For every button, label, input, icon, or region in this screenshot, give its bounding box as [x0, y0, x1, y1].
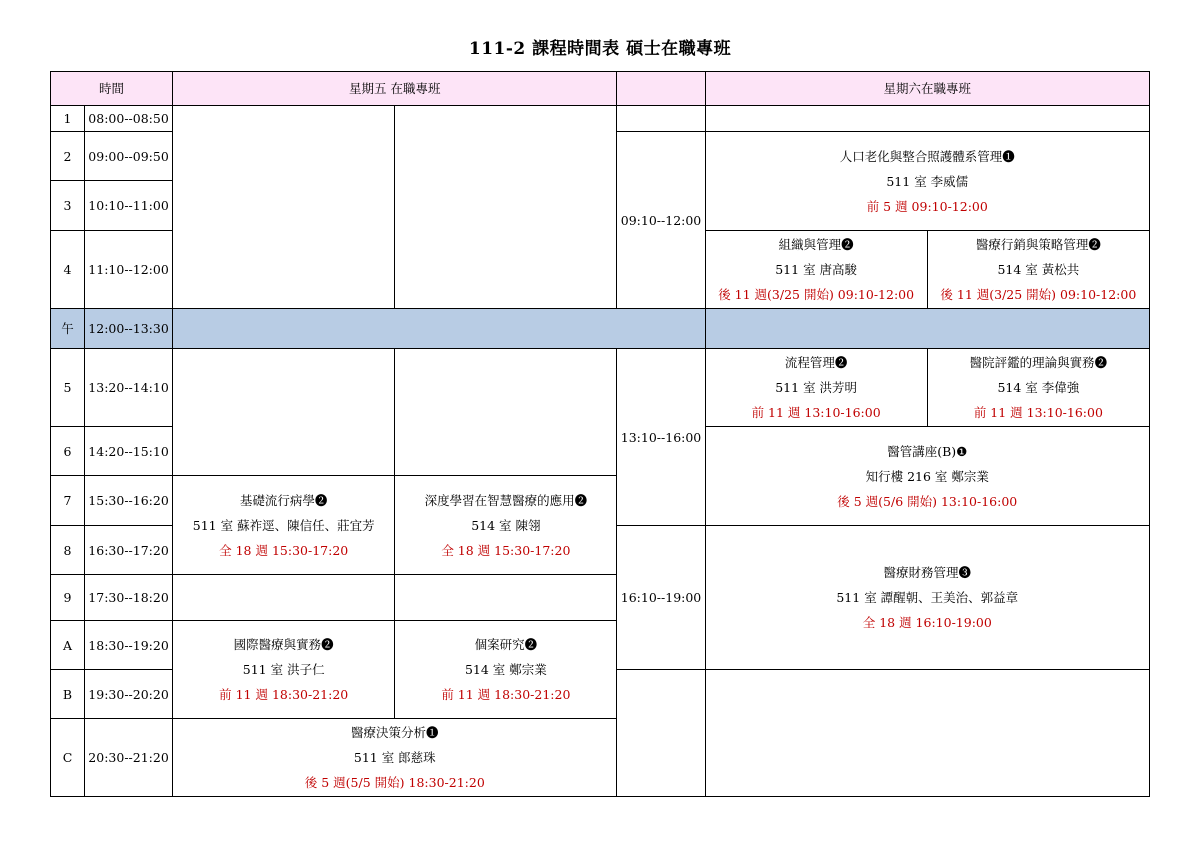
header-time: 時間	[51, 72, 173, 106]
course-room: 511 室 李威儒	[886, 173, 969, 189]
period-time: 20:30--21:20	[85, 719, 173, 797]
course-room: 511 室 蘇祚逕、陳信任、莊宜芳	[192, 517, 375, 533]
period-number: 2	[51, 132, 85, 181]
course-name: 基礎流行病學❷	[239, 492, 328, 508]
sat-afternoon-block: 13:10--16:00	[617, 349, 705, 526]
course-sat-process	[705, 349, 927, 427]
course-room: 知行樓 216 室 鄭宗業	[865, 468, 989, 484]
period-time: 16:30--17:20	[85, 526, 173, 575]
course-schedule: 前 11 週 13:10-16:00	[751, 405, 881, 420]
empty-cell	[705, 106, 1149, 132]
course-schedule: 前 11 週 13:10-16:00	[973, 405, 1103, 420]
empty-cell	[617, 106, 705, 132]
page-title: 111-2 課程時間表 碩士在職專班	[468, 39, 732, 59]
table-row	[51, 349, 1150, 427]
course-room: 511 室 郎慈珠	[353, 750, 436, 765]
period-time: 15:30--16:20	[85, 476, 173, 526]
period-number: C	[51, 719, 85, 797]
course-fri-case	[395, 621, 617, 719]
course-schedule: 前 11 週 18:30-21:20	[219, 687, 349, 702]
period-time: 18:30--19:20	[85, 621, 173, 670]
timetable	[50, 71, 1150, 797]
empty-cell	[395, 349, 617, 476]
period-number: 3	[51, 181, 85, 231]
sat-evening-block: 16:10--19:00	[617, 526, 705, 670]
course-name: 醫管講座(B)❶	[887, 443, 968, 459]
course-sat-marketing	[927, 231, 1149, 309]
course-name: 醫療財務管理❸	[883, 565, 972, 580]
period-time: 10:10--11:00	[85, 181, 173, 231]
period-time: 11:10--12:00	[85, 231, 173, 309]
course-name: 人口老化與整合照護體系管理❶	[839, 148, 1015, 164]
period-time: 12:00--13:30	[85, 309, 173, 349]
course-schedule: 後 11 週(3/25 開始) 09:10-12:00	[718, 287, 915, 302]
course-sat-accredit	[927, 349, 1149, 427]
header-saturday: 星期六在職專班	[705, 72, 1149, 106]
course-schedule: 全 18 週 15:30-17:20	[441, 542, 571, 558]
course-schedule: 前 11 週 18:30-21:20	[441, 687, 571, 702]
empty-cell	[173, 349, 395, 476]
period-number: 6	[51, 427, 85, 476]
period-number: 8	[51, 526, 85, 575]
course-sat-org	[705, 231, 927, 309]
course-name: 醫院評鑑的理論與實務❷	[969, 355, 1108, 370]
empty-cell	[395, 106, 617, 309]
course-fri-dl	[395, 476, 617, 575]
course-sat-finance	[705, 526, 1149, 670]
course-schedule: 前 5 週 09:10-12:00	[866, 198, 988, 214]
period-number: A	[51, 621, 85, 670]
course-sat-aging	[705, 132, 1149, 231]
header-friday: 星期五 在職專班	[173, 72, 617, 106]
period-time: 14:20--15:10	[85, 427, 173, 476]
header-row	[51, 72, 1150, 106]
course-schedule: 全 18 週 15:30-17:20	[219, 542, 349, 558]
course-room: 514 室 李偉強	[997, 380, 1080, 395]
period-number: 1	[51, 106, 85, 132]
empty-cell	[173, 106, 395, 309]
course-name: 國際醫療與實務❷	[233, 637, 334, 652]
empty-cell	[705, 670, 1149, 797]
course-name: 深度學習在智慧醫療的應用❷	[424, 492, 588, 508]
period-number: B	[51, 670, 85, 719]
period-number: 4	[51, 231, 85, 309]
course-fri-epi	[173, 476, 395, 575]
lunch-row	[51, 309, 1150, 349]
course-room: 511 室 唐高駿	[775, 262, 858, 277]
empty-cell	[617, 670, 705, 797]
table-row	[51, 106, 1150, 132]
course-room: 514 室 鄭宗業	[464, 662, 547, 677]
course-sat-seminar	[705, 427, 1149, 526]
period-time: 13:20--14:10	[85, 349, 173, 427]
period-number: 午	[51, 309, 85, 349]
course-fri-decision	[173, 719, 617, 797]
empty-cell	[395, 575, 617, 621]
course-schedule: 後 5 週(5/5 開始) 18:30-21:20	[304, 775, 485, 790]
course-name: 個案研究❷	[474, 637, 538, 652]
empty-cell	[173, 575, 395, 621]
period-number: 5	[51, 349, 85, 427]
header-saturday-time	[617, 72, 705, 106]
course-name: 醫療決策分析❶	[351, 725, 439, 740]
course-schedule: 後 11 週(3/25 開始) 09:10-12:00	[940, 287, 1137, 302]
sat-morning-block: 09:10--12:00	[617, 132, 705, 309]
course-room: 514 室 陳翎	[471, 517, 541, 533]
course-name: 醫療行銷與策略管理❷	[975, 237, 1101, 252]
lunch-cell	[173, 309, 705, 349]
lunch-cell	[705, 309, 1149, 349]
course-name: 流程管理❷	[784, 355, 848, 370]
course-room: 514 室 黃松共	[997, 262, 1080, 277]
course-room: 511 室 譚醒朝、王美治、郭益章	[836, 590, 1019, 605]
course-fri-intl	[173, 621, 395, 719]
course-schedule: 後 5 週(5/6 開始) 13:10-16:00	[837, 493, 1018, 509]
course-room: 511 室 洪芳明	[775, 380, 858, 395]
period-time: 09:00--09:50	[85, 132, 173, 181]
period-number: 9	[51, 575, 85, 621]
course-schedule: 全 18 週 16:10-19:00	[862, 615, 992, 630]
period-time: 19:30--20:20	[85, 670, 173, 719]
course-room: 511 室 洪子仁	[242, 662, 325, 677]
period-time: 17:30--18:20	[85, 575, 173, 621]
period-time: 08:00--08:50	[85, 106, 173, 132]
course-name: 組織與管理❷	[778, 237, 854, 252]
period-number: 7	[51, 476, 85, 526]
